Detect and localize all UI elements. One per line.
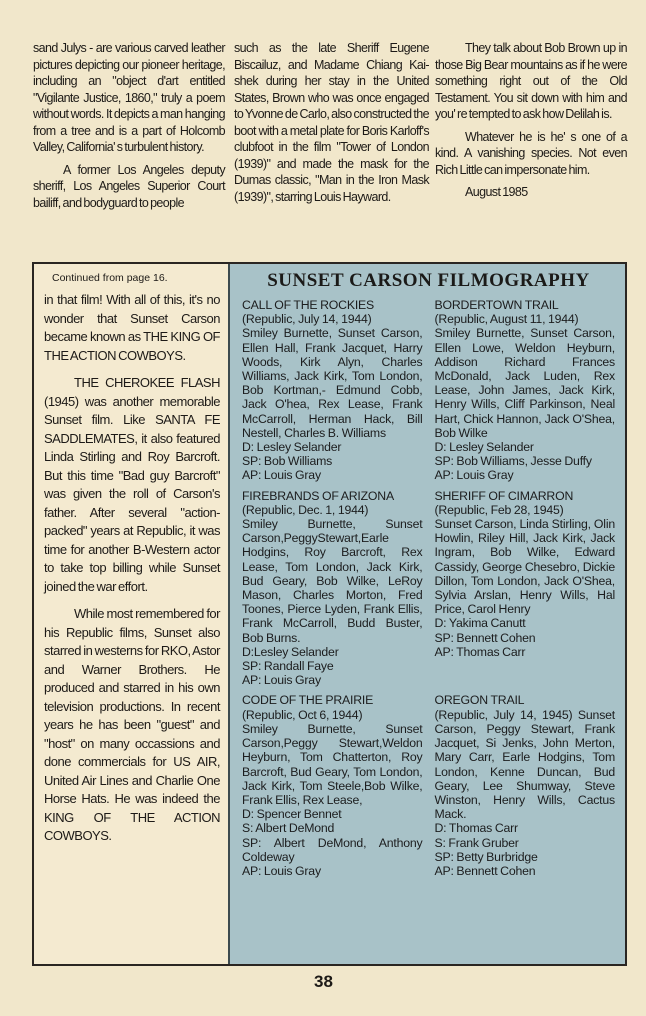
feature-box (32, 262, 627, 966)
film-credit: AP: Louis Gray (242, 673, 321, 688)
film-title: FIREBRANDS OF ARIZONA (242, 488, 394, 503)
film-entry (242, 489, 423, 688)
paragraph: A former Los Angeles deputy sheriff, Los Angeles Superior Court bailiff, and bodyguard to people (33, 162, 225, 210)
continued-article (34, 264, 228, 964)
page-number: 38 (314, 972, 333, 991)
filmography-panel (228, 264, 625, 964)
film-credit: AP: Thomas Carr (434, 644, 526, 659)
film-credit: S: Frank Gruber (434, 835, 519, 850)
paragraph: such as the late Sheriff Eugene Biscailuz, and Madame Chiang Kai-shek during her stay in the United States, Brown who was once engaged to Yvonne de Carlo, also constructed the boot with a metal plate for Boris Karloff's clubfoot in the film "Tower of London (1939)" and made the mask for the Dumas classic, "Man in the Iron Mask (1939)", starring Louis Hayward. (234, 41, 429, 204)
film-credit: SP: Bob Williams, Jesse Duffy (434, 454, 592, 469)
film-credit: SP: Albert DeMond, Anthony Coldeway (242, 835, 423, 864)
paragraph: in that film! With all of this, it's no wonder that Sunset Carson became known as THE KING OF THE ACTION COWBOYS. (44, 292, 220, 363)
film-cast: Sunset Carson, Linda Stirling, Olin Howlin, Riley Hill, Jack Kirk, Jack Ingram, Bob Wilke, Edward Cassidy, George Chesebro, Dickie Dillon, Tom London, Jack O'Shea, Sylvia Arslan, Henry Wills, Hal Price, Carol Henry (434, 517, 615, 617)
filmography-list (242, 298, 615, 878)
film-credit: D: Thomas Carr (434, 821, 518, 836)
paragraph: sand Julys - are various carved leather pictures depicting our pioneer heritage, including an "object d'art entitled "Vigilante Justice, 1860," truly a poem without words. It depicts a man hanging from a tree and is a part of Holcomb Valley, California' s turbulent history. (33, 41, 225, 154)
film-credit: SP: Randall Faye (242, 659, 334, 674)
film-credit: D: Spencer Bennet (242, 807, 342, 822)
film-entry (435, 489, 616, 688)
film-release: (Republic, Feb 28, 1945) (434, 502, 564, 517)
film-release: (Republic, Oct 6, 1944) (242, 707, 363, 722)
film-release: (Republic, July 14, 1945) Sunset Carson, Peggy Stewart, Frank Jacquet, Si Jenks, John Merton, Mary Carr, Earle Hodgins, Tom London, Kenne Duncan, Bud Geary, Lee Shumway, Steve Winston, Henry Wills, Cactus Mack. (434, 707, 615, 822)
film-title: CODE OF THE PRAIRIE (242, 693, 374, 708)
film-cast: Smiley Burnette, Sunset Carson, Ellen Hall, Frank Jacquet, Harry Woods, Kirk Alyn, Charles Williams, Jack Kirk, Tom London, Bob Kortman,- Edmund Cobb, Jack O'hea, Rex Lease, Frank McCarroll, Herman Hack, Bill Nestell, Charles B. Williams (242, 326, 423, 440)
film-credit: SP: Bob Williams (242, 454, 333, 469)
film-cast: Smiley Burnette, Sunset Carson, Ellen Lowe, Weldon Heyburn, Addison Richard Frances McDonald, Jack Luden, Rex Lease, John James, Jack Kirk, Henry Wills, Cliff Parkinson, Neal Hart, Chick Hannon, Jack O'Shea, Bob Wilke (434, 326, 615, 440)
film-credit: S: Albert DeMond (242, 821, 335, 836)
film-credit: SP: Bennett Cohen (434, 630, 536, 645)
paragraph: THE CHEROKEE FLASH (1945) was another memorable Sunset film. Like SANTA FE SADDLEMATES, it also featured Linda Stirling and Roy Barcroft. But this time "Bad guy Barcroft" was given the roll of Carson's father. After several "action-packed" years at Republic, it was time for another B-Western actor to take top billing while Sunset joined the war effort. (44, 375, 220, 594)
film-entry (242, 298, 423, 483)
film-title: SHERIFF OF CIMARRON (434, 488, 574, 503)
film-credit: D: Lesley Selander (434, 440, 534, 455)
paragraph: While most remembered for his Republic films, Sunset also starred in westerns for RKO, Astor and Warner Brothers. He produced and starred in his own television productions. In recent years he has been "guest" and "host" on many occassions and done commercials for US AIR, United Air Lines and Charlie One Horse Hats. He was indeed the KING OF THE ACTION COWBOYS. (44, 606, 220, 843)
film-title: CALL OF THE ROCKIES (242, 298, 375, 312)
film-credit: D: Lesley Selander (242, 440, 342, 455)
article-column-1 (33, 40, 225, 217)
film-entry (242, 693, 423, 878)
film-credit: AP: Bennett Cohen (434, 863, 536, 878)
film-credit: AP: Louis Gray (242, 863, 321, 878)
film-release: (Republic, Dec. 1, 1944) (242, 502, 369, 517)
film-release: (Republic, August 11, 1944) (434, 312, 579, 327)
film-cast: Smiley Burnette, Sunset Carson,Peggy Stewart,Weldon Heyburn, Tom Chatterton, Roy Barcroft, Bud Geary, Tom London, Jack Kirk, Tom Steele,Bob Wilke, Frank Ellis, Rex Lease, (242, 721, 423, 807)
paragraph: They talk about Bob Brown up in those Big Bear mountains as if he were something right out of the Old Testament. You sit down with him and you' re tempted to ask how Delilah is. (435, 41, 627, 121)
film-title: BORDERTOWN TRAIL (434, 298, 559, 312)
article-column-3 (435, 40, 627, 207)
film-entry (435, 693, 616, 878)
film-credit: AP: Louis Gray (434, 468, 514, 483)
film-credit: SP: Betty Burbridge (434, 849, 538, 864)
film-entry (435, 298, 616, 483)
paragraph: Whatever he is he' s one of a kind. A vanishing species. Not even Rich Little can impersonate him. (435, 129, 627, 177)
film-credit: D:Lesley Selander (242, 644, 339, 659)
film-cast: Smiley Burnette, Sunset Carson,PeggyStewart,Earle Hodgins, Roy Barcroft, Rex Lease, Tom London, Jack Kirk, Bud Geary, Bob Wilke, LeRoy Mason, Charles Morton, Fred Toones, Pierce Lyden, Frank Ellis, Frank McCarroll, Budd Buster, Bob Burns. (242, 517, 423, 645)
article-column-2 (234, 40, 429, 211)
dateline: August 1985 (465, 185, 528, 199)
filmography-title: SUNSET CARSON FILMOGRAPHY (267, 270, 590, 291)
continued-note: Continued from page 16. (52, 272, 168, 284)
film-credit: D: Yakima Canutt (434, 616, 526, 631)
film-title: OREGON TRAIL (434, 693, 525, 708)
film-release: (Republic, July 14, 1944) (242, 312, 372, 327)
film-credit: AP: Louis Gray (242, 468, 321, 483)
